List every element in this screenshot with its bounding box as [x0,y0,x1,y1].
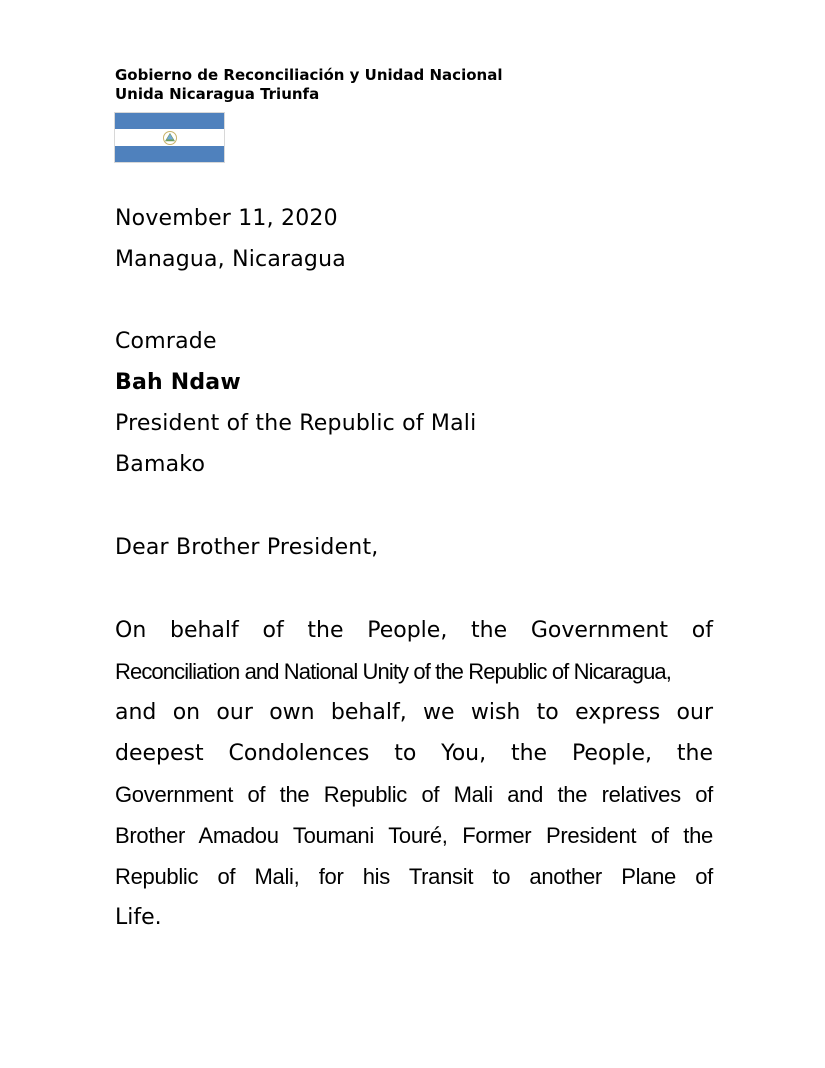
letterhead [115,66,502,104]
flag-band-top [115,113,224,129]
recipient-position: President of the Republic of Mali [115,411,477,436]
paragraph-line: On behalf of the People, the Government of [115,618,713,643]
paragraph-line: Government of the Republic of Mali and the relatives of [115,782,713,807]
nicaragua-flag-icon [114,112,225,163]
paragraph-line: and on our own behalf, we wish to express our [115,700,713,725]
letter-date: November 11, 2020 [115,206,338,231]
flag-band-bottom [115,146,224,162]
coat-of-arms-icon [159,130,181,146]
letterhead-line-1: Gobierno de Reconciliación y Unidad Nacional [115,66,503,84]
paragraph-line: Reconciliation and National Unity of the Republic of Nicaragua, [115,659,671,684]
recipient-address [115,321,476,485]
letter-paragraph [115,610,713,938]
salutation: Dear Brother President, [115,535,379,560]
letter-place: Managua, Nicaragua [115,247,346,272]
recipient-city: Bamako [115,452,206,477]
letterhead-line-2: Unida Nicaragua Triunfa [115,85,320,103]
recipient-name: Bah Ndaw [115,370,241,395]
paragraph-line: Brother Amadou Toumani Touré, Former President of the [115,823,713,848]
date-block [115,198,346,280]
paragraph-line: Republic of Mali, for his Transit to another Plane of [115,864,713,889]
recipient-title: Comrade [115,329,217,354]
paragraph-line: Life. [115,905,162,930]
paragraph-line: deepest Condolences to You, the People, the [115,741,713,766]
